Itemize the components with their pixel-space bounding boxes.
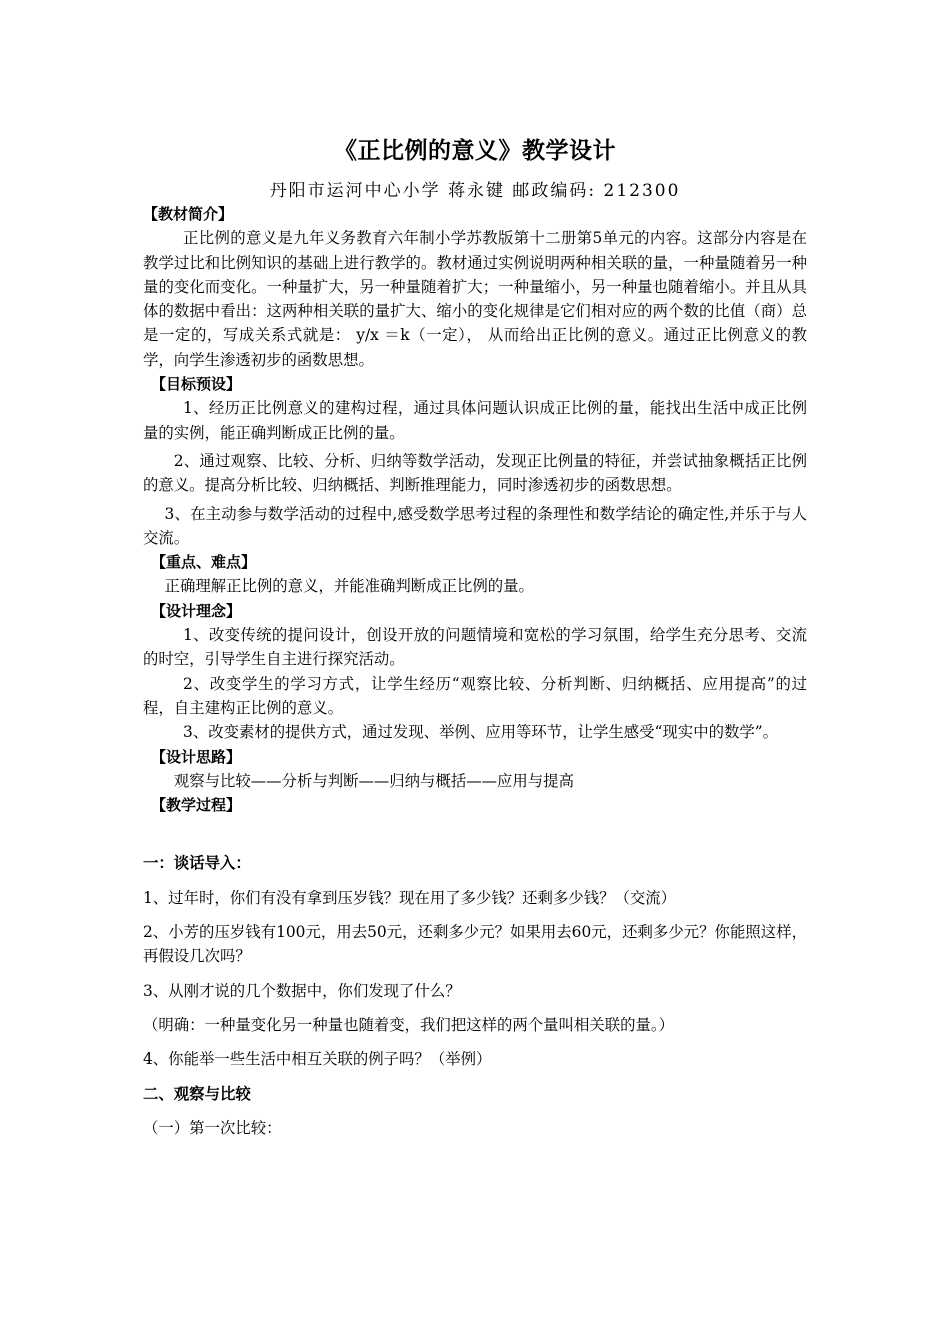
section-heading-key-points: 【重点、难点】 bbox=[151, 553, 257, 572]
section-heading-design-path: 【设计思路】 bbox=[151, 747, 242, 766]
question-3: 3、从刚才说的几个数据中，你们发现了什么？ bbox=[143, 981, 461, 1000]
part-heading-1: 一：谈话导入： bbox=[143, 854, 251, 873]
question-1: 1、过年时，你们有没有拿到压岁钱？现在用了多少钱？还剩多少钱？（交流） bbox=[143, 888, 677, 907]
goal-item-2: 2、通过观察、比较、分析、归纳等数学活动，发现正比例量的特征，并尝试抽象概括正比例的意义。提高分析比较、归纳概括、判断推理能力，同时渗透初步的函数思想。 bbox=[143, 451, 807, 495]
part-2-subheading: （一）第一次比较： bbox=[143, 1118, 282, 1137]
design-idea-item-1: 1、改变传统的提问设计，创设开放的问题情境和宽松的学习氛围，给学生充分思考、交流的时空，引导学生自主进行探究活动。 bbox=[143, 626, 807, 669]
page-title: 《正比例的意义》教学设计 bbox=[334, 138, 616, 164]
goal-item-1: 1、经历正比例意义的建构过程，通过具体问题认识成正比例的量，能找出生活中成正比例量的实例，能正确判断成正比例的量。 bbox=[143, 399, 807, 442]
question-4: 4、你能举一些生活中相互关联的例子吗？（举例） bbox=[143, 1050, 492, 1069]
question-3-note: （明确：一种量变化另一种量也随着变，我们把这样的两个量叫相关联的量。） bbox=[143, 1015, 674, 1034]
part-heading-2: 二、观察与比较 bbox=[143, 1084, 251, 1103]
intro-paragraph: 正比例的意义是九年义务教育六年制小学苏教版第十二册第5单元的内容。这部分内容是在教学过比和比例知识的基础上进行教学的。教材通过实例说明两种相关联的量，一种量随着另一种量的变化而变化。一种量扩大，另一种量随着扩大；一种量缩小，另一种量也随着缩小。并且从具体的数据中看出：这两种相关联的量扩大、缩小的变化规律是它们相对应的两个数的比值（商）总是一定的，写成关系式就是： y/x ＝k（一定）， 从而给出正比例的意义。通过正比例意义的教学，向学生渗透初步的函数思想。 bbox=[143, 229, 807, 369]
document-body bbox=[143, 202, 807, 1140]
section-heading-intro: 【教材简介】 bbox=[143, 205, 234, 223]
design-idea-item-2: 2、改变学生的学习方式，让学生经历“观察比较、分析判断、归纳概括、应用提高”的过程，自主建构正比例的意义。 bbox=[143, 674, 807, 717]
section-heading-goals: 【目标预设】 bbox=[151, 375, 242, 394]
question-2: 2、小芳的压岁钱有100元，用去50元，还剩多少元？如果用去60元，还剩多少元？你能照这样，再假设几次吗？ bbox=[143, 923, 807, 966]
section-heading-design-idea: 【设计理念】 bbox=[151, 601, 242, 620]
goal-item-3: 3、在主动参与数学活动的过程中,感受数学思考过程的条理性和数学结论的确定性,并乐于与人交流。 bbox=[143, 504, 807, 547]
key-points-text: 正确理解正比例的意义，并能准确判断成正比例的量。 bbox=[164, 577, 534, 596]
design-path-text: 观察与比较——分析与判断——归纳与概括——应用与提高 bbox=[173, 771, 574, 790]
author-line: 丹阳市运河中心小学 蒋永键 邮政编码: 212300 bbox=[269, 181, 681, 201]
spacer bbox=[143, 817, 807, 841]
design-idea-item-3: 3、改变素材的提供方式，通过发现、举例、应用等环节，让学生感受“现实中的数学”。 bbox=[183, 723, 779, 742]
section-heading-process: 【教学过程】 bbox=[151, 796, 242, 815]
